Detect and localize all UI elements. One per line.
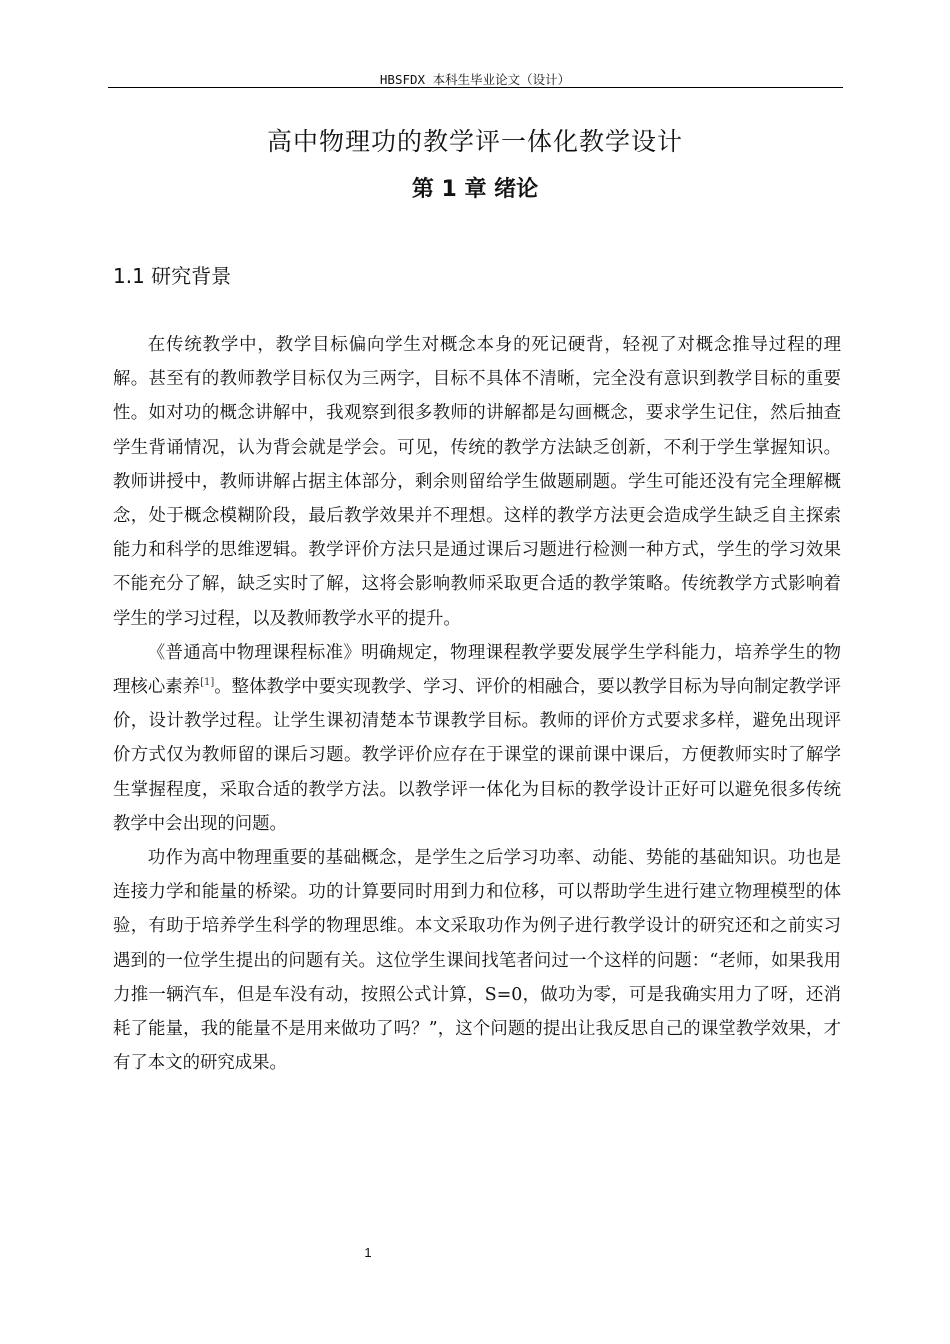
page-number: 1	[364, 1245, 372, 1260]
paragraph-3: 功作为高中物理重要的基础概念，是学生之后学习功率、动能、势能的基础知识。功也是连接力学和能量的桥梁。功的计算要同时用到力和位移，可以帮助学生进行建立物理模型的体验，有助于培养学生科学的物理思维。本文采取功作为例子进行教学设计的研究还和之前实习遇到的一位学生提出的问题有关。这位学生课间找笔者问过一个这样的问题：“老师，如果我用力推一辆汽车，但是车没有动，按照公式计算，S=0，做功为零，可是我确实用力了呀，还消耗了能量，我的能量不是用来做功了吗？”，这个问题的提出让我反思自己的课堂教学效果，才有了本文的研究成果。	[113, 848, 841, 1074]
body-text	[113, 328, 841, 1080]
chapter-heading: 第 1 章 绪论	[411, 177, 539, 202]
paragraph-2	[113, 636, 841, 841]
paragraph-2-after: 。整体教学中要实现教学、学习、评价的相融合，要以教学目标为导向制定教学评价，设计教学过程。让学生课初清楚本节课教学目标。教师的评价方式要求多样，避免出现评价方式仅为教师留的课后习题。教学评价应存在于课堂的课前课中课后，方便教师实时了解学生掌握程度，采取合适的教学方法。以教学评一体化为目标的教学设计正好可以避免很多传统教学中会出现的问题。	[113, 677, 841, 834]
running-header: HBSFDX 本科生毕业论文（设计）	[379, 72, 571, 87]
citation-1: [1]	[200, 677, 215, 689]
paragraph-2-before: 《普通高中物理课程标准》明确规定，物理课程教学要发展学生学科能力，培养学生的物理核心素养	[113, 642, 841, 698]
header-rule	[108, 87, 843, 88]
section-heading: 1.1 研究背景	[113, 264, 232, 288]
thesis-title: 高中物理功的教学评一体化教学设计	[266, 127, 683, 156]
paragraph-1: 在传统教学中，教学目标偏向学生对概念本身的死记硬背，轻视了对概念推导过程的理解。甚至有的教师教学目标仅为三两字，目标不具体不清晰，完全没有意识到教学目标的重要性。如对功的概念讲解中，我观察到很多教师的讲解都是勾画概念，要求学生记住，然后抽查学生背诵情况，认为背会就是学会。可见，传统的教学方法缺乏创新，不利于学生掌握知识。教师讲授中，教师讲解占据主体部分，剩余则留给学生做题刷题。学生可能还没有完全理解概念，处于概念模糊阶段，最后教学效果并不理想。这样的教学方法更会造成学生缺乏自主探索能力和科学的思维逻辑。教学评价方法只是通过课后习题进行检测一种方式，学生的学习效果不能充分了解，缺乏实时了解，这将会影响教师采取更合适的教学策略。传统教学方式影响着学生的学习过程，以及教师教学水平的提升。	[113, 335, 841, 629]
